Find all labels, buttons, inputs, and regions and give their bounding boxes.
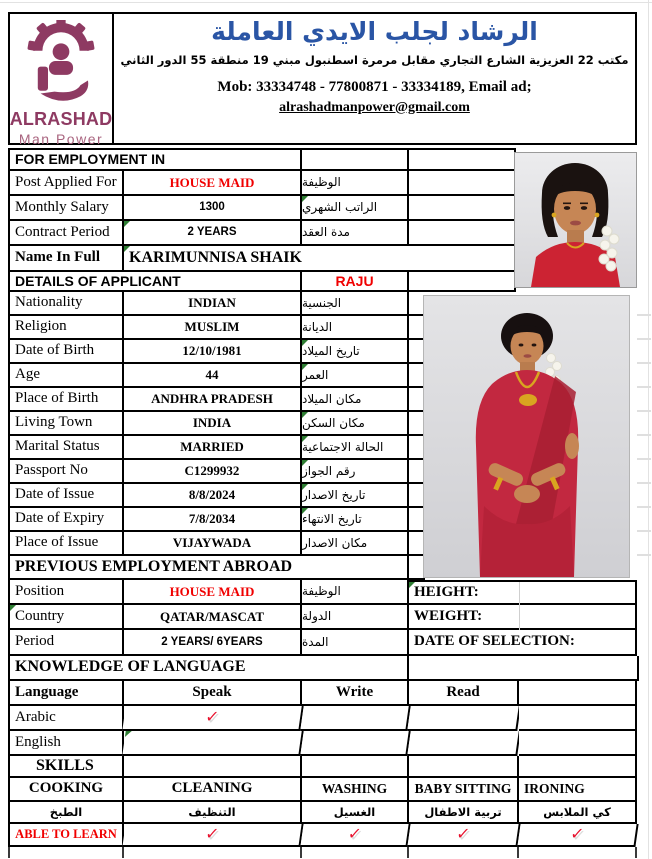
comment-indicator [125,731,132,737]
date-of-selection-field: DATE OF SELECTION: [409,630,637,656]
details-section [8,292,425,556]
ironing-arabic: كي الملابس [519,802,637,824]
age-arabic: العمر [302,364,409,388]
english-language-label: English [10,731,124,756]
washing-header: WASHING [302,778,409,802]
skills-table [8,778,637,847]
religion-value: MUSLIM [124,316,302,340]
passport-no-label: Passport No [10,460,124,484]
agency-address-arabic: مكتب 22 العزيزية الشارع التجاري مقابل مرمرة اسطنبول مبني 19 منطقة 55 الدور الثاني [120,52,629,67]
comment-indicator [302,508,308,514]
comment-indicator [302,436,308,442]
arabic-write-check [300,706,411,731]
comment-indicator [409,582,415,588]
agency-title-arabic: الرشاد لجلب الايدي العاملة [211,17,538,46]
nationality-label: Nationality [10,292,124,316]
position-arabic: الوظيفة [302,580,409,605]
border-stub [122,847,124,858]
marital-status-value: MARRIED [124,436,302,460]
employment-section [8,148,516,292]
washing-arabic: الغسيل [302,802,409,824]
cleaning-header: CLEANING [124,778,302,802]
religion-label: Religion [10,316,124,340]
skills-section-header [8,756,637,778]
empty-cell [409,656,639,681]
comment-indicator [124,246,130,252]
cleaning-check: ✓ [122,824,303,847]
empty-cell [409,196,516,221]
monthly-salary-value: 1300 [124,196,302,221]
applicant-headshot-photo [514,152,637,288]
date-of-expiry-value: 7/8/2034 [124,508,302,532]
date-of-birth-arabic: تاريخ الميلاد [302,340,409,364]
english-write-check [300,731,411,756]
date-of-expiry-arabic: تاريخ الانتهاء [302,508,409,532]
previous-employment-title: PREVIOUS EMPLOYMENT ABROAD [10,556,409,580]
arabic-speak-check: ✓ [122,706,304,731]
date-of-issue-value: 8/8/2024 [124,484,302,508]
place-of-birth-label: Place of Birth [10,388,124,412]
comment-indicator [302,460,308,466]
language-section-header [8,656,637,681]
baby-sitting-check: ✓ [407,824,520,847]
country-arabic: الدولة [302,605,409,630]
date-of-issue-arabic: تاريخ الاصدار [302,484,409,508]
language-section-title: KNOWLEDGE OF LANGUAGE [10,656,409,681]
empty-cell [519,706,637,731]
baby-sitting-header: BABY SITTING [409,778,519,802]
contract-period-value: 2 YEARS [124,221,302,246]
name-value: KARIMUNNISA SHAIK [124,246,516,272]
date-of-birth-value: 12/10/1981 [124,340,302,364]
read-col-header: Read [409,681,519,706]
empty-cell [302,148,409,171]
monthly-salary-arabic: الراتب الشهري [302,196,409,221]
speak-col-header: Speak [124,681,302,706]
place-of-issue-arabic: مكان الاصدار [302,532,409,556]
position-value: HOUSE MAID [124,580,302,605]
comment-indicator [302,364,308,370]
gridline-strip [637,292,651,556]
contact-line: Mob: 33334748 - 77800871 - 33334189, Email ad; [217,78,532,95]
cleaning-arabic: التنظيف [124,802,302,824]
weight-field: WEIGHT: [409,605,637,630]
nationality-value: INDIAN [124,292,302,316]
comment-indicator [302,340,308,346]
baby-sitting-arabic: تربية الاطفال [409,802,519,824]
brand-subtitle: Man Power [18,131,104,147]
ironing-header: IRONING [519,778,637,802]
empty-cell [409,756,519,778]
empty-cell [409,272,516,292]
comment-indicator [10,605,16,611]
empty-cell [409,148,516,171]
post-applied-label: Post Applied For [10,171,124,196]
manpower-logo-icon [22,20,100,107]
empty-cell [124,756,302,778]
arabic-read-check [407,706,521,731]
place-of-issue-label: Place of Issue [10,532,124,556]
border-stub [517,847,519,858]
living-town-arabic: مكان السكن [302,412,409,436]
country-label: Country [10,605,124,630]
empty-cell [519,731,637,756]
applicant-full-photo [423,295,630,578]
place-of-birth-arabic: مكان الميلاد [302,388,409,412]
language-table [8,681,637,756]
empty-cell [409,221,516,246]
brand-name: ALRASHAD [9,109,113,129]
details-section-title: DETAILS OF APPLICANT [10,272,302,292]
contract-period-label: Contract Period [10,221,124,246]
agent-name: RAJU [302,272,409,292]
previous-employment-header [8,556,425,580]
age-value: 44 [124,364,302,388]
contract-period-arabic: مدة العقد [302,221,409,246]
post-applied-value: HOUSE MAID [124,171,302,196]
position-label: Position [10,580,124,605]
border-stub [635,847,637,858]
marital-status-label: Marital Status [10,436,124,460]
monthly-salary-label: Monthly Salary [10,196,124,221]
cooking-status: ABLE TO LEARN [10,824,124,847]
cooking-header: COOKING [10,778,124,802]
age-label: Age [10,364,124,388]
place-of-issue-value: VIJAYWADA [124,532,302,556]
ironing-check: ✓ [517,824,638,847]
faint-divider [519,605,520,630]
living-town-value: INDIA [124,412,302,436]
faint-divider [519,582,520,607]
border-stub [8,847,10,858]
empty-cell [302,756,409,778]
arabic-language-label: Arabic [10,706,124,731]
place-of-birth-value: ANDHRA PRADESH [124,388,302,412]
date-of-expiry-label: Date of Expiry [10,508,124,532]
language-col-header: Language [10,681,124,706]
living-town-label: Living Town [10,412,124,436]
empty-cell [519,756,637,778]
previous-employment-rows [8,580,637,656]
logo [9,14,114,147]
empty-cell [409,171,516,196]
header-info [114,14,635,143]
comment-indicator [302,196,308,202]
washing-check: ✓ [300,824,410,847]
header [8,12,637,145]
skills-section-title: SKILLS [10,756,124,778]
period-value: 2 YEARS/ 6YEARS [124,630,302,656]
cooking-arabic: الطبخ [10,802,124,824]
post-applied-arabic: الوظيفة [302,171,409,196]
comment-indicator [302,412,308,418]
comment-indicator [302,484,308,490]
passport-no-arabic: رقم الجواز [302,460,409,484]
empty-cell [519,681,637,706]
date-of-birth-label: Date of Birth [10,340,124,364]
period-arabic: المدة [302,630,409,656]
passport-no-value: C1299932 [124,460,302,484]
marital-status-arabic: الحالة الاجتماعية [302,436,409,460]
write-col-header: Write [302,681,409,706]
english-speak-check [122,731,304,756]
employment-section-title: FOR EMPLOYMENT IN [10,148,302,171]
comment-indicator [124,221,130,227]
country-value: QATAR/MASCAT [124,605,302,630]
gridline-horizontal [0,2,652,3]
period-label: Period [10,630,124,656]
height-field: HEIGHT: [409,580,637,605]
border-stub [300,847,302,858]
email-link[interactable]: alrashadmanpower@gmail.com [279,99,470,115]
name-label: Name In Full [10,246,124,272]
border-stub [407,847,409,858]
date-of-issue-label: Date of Issue [10,484,124,508]
english-read-check [407,731,521,756]
nationality-arabic: الجنسية [302,292,409,316]
religion-arabic: الديانة [302,316,409,340]
